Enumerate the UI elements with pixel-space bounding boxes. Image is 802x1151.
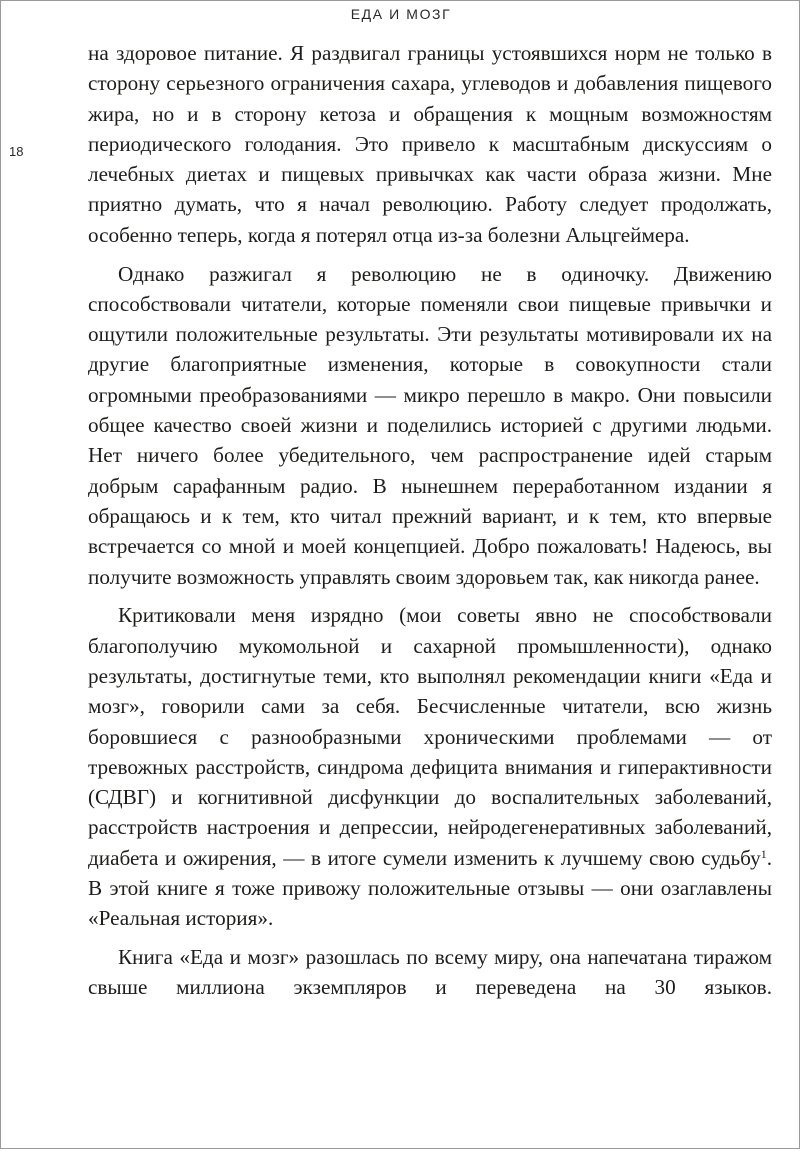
paragraph-3: [88, 600, 772, 933]
footnote-reference[interactable]: 1: [760, 846, 767, 861]
body-text: [88, 38, 772, 1011]
paragraph-2: Однако разжигал я революцию не в одиночку. Движению способствовали читатели, которые поменяли свои пищевые привычки и ощутили положительные результаты. Эти результаты мотивировали их на другие благоприятные изменения, которые в совокупности стали огромными преобразованиями — микро перешло в макро. Они повысили общее качество своей жизни и поделились историей с другими людьми. Нет ничего более убедительного, чем распространение идей старым добрым сарафанным радио. В нынешнем переработанном издании я обращаюсь и к тем, кто читал прежний вариант, и к тем, кто впервые встречается со мной и моей концепцией. Добро пожаловать! Надеюсь, вы получите возможность управлять своим здоровьем так, как никогда ранее.: [88, 261, 772, 589]
paragraph-3-text-b: . В этой книге я тоже привожу положительные отзывы — они озаглавлены «Реальная история».: [88, 845, 772, 931]
paragraph-3-text-a: Критиковали меня изрядно (мои советы явно не способствовали благополучию мукомольной и сахарной промышленности), однако результаты, достигнутые теми, кто выполнял рекомендации книги «Еда и мозг», говорили сами за себя. Бесчисленные читатели, всю жизнь боровшиеся с разнообразными хроническими проблемами — от тревожных расстройств, синдрома дефицита внимания и гиперактивности (СДВГ) и когнитивной дисфункции до воспалительных заболеваний, расстройств настроения и депрессии, нейродегенеративных заболеваний, диабета и ожирения, — в итоге сумели изменить к лучшему свою судьбу: [88, 603, 772, 870]
paragraph-4: Книга «Еда и мозг» разошлась по всему миру, она напечатана тиражом свыше миллиона экземпляров и переведена на 30 языков.: [88, 945, 772, 1000]
running-head: ЕДА И МОЗГ: [350, 6, 452, 22]
paragraph-1: на здоровое питание. Я раздвигал границы устоявшихся норм не только в сторону серьезного ограничения сахара, углеводов и добавления пищевого жира, но и в сторону кетоза и обращения к мощным возможностям периодического голодания. Это привело к масштабным дискуссиям о лечебных диетах и пищевых привычках как части образа жизни. Мне приятно думать, что я начал революцию. Работу следует продолжать, особенно теперь, когда я потерял отца из-за болезни Альцгеймера.: [88, 41, 772, 247]
page-number: 18: [9, 144, 24, 159]
